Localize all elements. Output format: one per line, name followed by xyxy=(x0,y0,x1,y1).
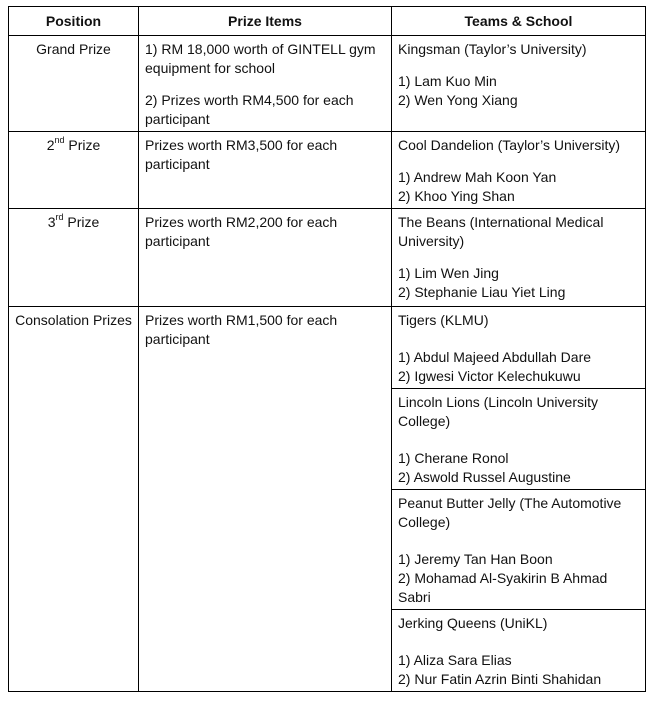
team-cell xyxy=(392,389,646,490)
team-member: 2) Stephanie Liau Yiet Ling xyxy=(398,284,566,300)
team-member: 2) Aswold Russel Augustine xyxy=(398,469,571,485)
team-member: 1) Jeremy Tan Han Boon xyxy=(398,551,553,567)
team-cell xyxy=(392,490,646,610)
team-name: Peanut Butter Jelly (The Automotive College) xyxy=(398,495,622,530)
position-label: Grand Prize xyxy=(36,41,111,57)
position-cell xyxy=(9,209,139,307)
team-member: 2) Wen Yong Xiang xyxy=(398,92,518,108)
team-member: 1) Aliza Sara Elias xyxy=(398,652,512,668)
prize-item: Prizes worth RM3,500 for each participant xyxy=(145,137,338,172)
header-position: Position xyxy=(9,7,139,36)
prize-item: 1) RM 18,000 worth of GINTELL gym equipment for school xyxy=(145,41,376,76)
team-name: The Beans (International Medical University) xyxy=(398,214,604,249)
team-member: 2) Nur Fatin Azrin Binti Shahidan xyxy=(398,671,602,687)
position-label: Consolation Prizes xyxy=(15,312,132,328)
table-row-third-prize xyxy=(9,209,646,307)
table-header-row xyxy=(9,7,646,36)
team-name: Tigers (KLMU) xyxy=(398,312,489,328)
position-label: 3rd Prize xyxy=(47,212,100,230)
team-member: 1) Lim Wen Jing xyxy=(398,265,499,281)
table-row-second-prize xyxy=(9,132,646,209)
header-teams-school: Teams & School xyxy=(392,7,646,36)
prize-table-container xyxy=(8,6,646,692)
team-name: Kingsman (Taylor’s University) xyxy=(398,41,587,57)
prize-item: Prizes worth RM1,500 for each participant xyxy=(145,312,338,347)
team-member: 2) Igwesi Victor Kelechukuwu xyxy=(398,368,581,384)
team-cell xyxy=(392,36,646,132)
team-member: 1) Andrew Mah Koon Yan xyxy=(398,169,557,185)
position-cell xyxy=(9,307,139,692)
position-cell xyxy=(9,36,139,132)
team-cell xyxy=(392,132,646,209)
prize-items-cell xyxy=(139,209,392,307)
prize-items-cell xyxy=(139,36,392,132)
table-row-consolation-prizes xyxy=(9,307,646,389)
team-member: 2) Khoo Ying Shan xyxy=(398,188,515,204)
prize-item: Prizes worth RM2,200 for each participant xyxy=(145,214,338,249)
team-cell xyxy=(392,307,646,389)
table-row-grand-prize xyxy=(9,36,646,132)
team-member: 1) Lam Kuo Min xyxy=(398,73,497,89)
position-label: 2nd Prize xyxy=(46,135,101,153)
header-prize-items: Prize Items xyxy=(139,7,392,36)
team-cell xyxy=(392,209,646,307)
team-cell xyxy=(392,610,646,692)
position-cell xyxy=(9,132,139,209)
team-member: 2) Mohamad Al-Syakirin B Ahmad Sabri xyxy=(398,570,608,605)
team-member: 1) Cherane Ronol xyxy=(398,450,509,466)
prize-table xyxy=(8,6,646,692)
team-name: Lincoln Lions (Lincoln University College) xyxy=(398,394,598,429)
prize-items-cell xyxy=(139,132,392,209)
team-name: Cool Dandelion (Taylor’s University) xyxy=(398,137,621,153)
team-name: Jerking Queens (UniKL) xyxy=(398,615,548,631)
prize-item: 2) Prizes worth RM4,500 for each participant xyxy=(145,92,354,127)
prize-items-cell xyxy=(139,307,392,692)
team-member: 1) Abdul Majeed Abdullah Dare xyxy=(398,349,592,365)
